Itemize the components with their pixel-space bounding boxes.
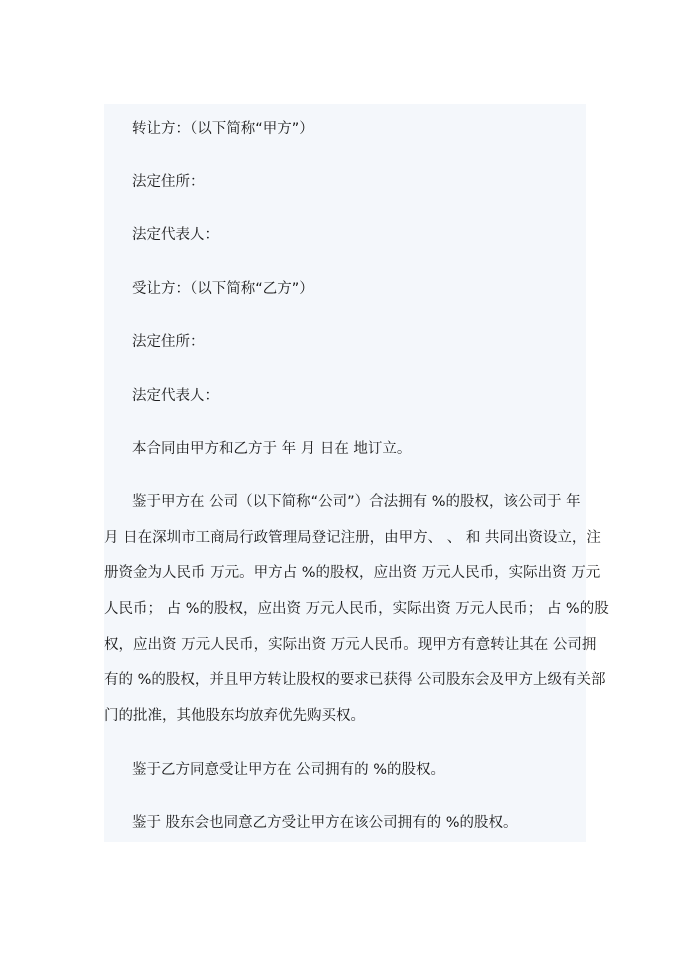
whereas-paragraph-line: 月 日在深圳市工商局行政管理局登记注册，由甲方、 、 和 共同出资设立，注 — [104, 530, 601, 546]
transferee-representative-line: 法定代表人： — [132, 388, 219, 404]
whereas-paragraph-line: 有的 %的股权，并且甲方转让股权的要求已获得 公司股东会及甲方上级有关部 — [104, 672, 606, 688]
whereas-paragraph-line: 门的批准，其他股东均放弃优先购买权。 — [104, 708, 365, 724]
transferor-address-line: 法定住所： — [132, 174, 205, 190]
whereas-paragraph-line: 权，应出资 万元人民币，实际出资 万元人民币。现甲方有意转让其在 公司拥 — [104, 637, 597, 653]
transferor-representative-line: 法定代表人： — [132, 227, 219, 243]
whereas-paragraph-line: 人民币； 占 %的股权，应出资 万元人民币，实际出资 万元人民币； 占 %的股 — [104, 601, 609, 617]
document-page — [104, 104, 609, 842]
whereas-shareholders-line: 鉴于 股东会也同意乙方受让甲方在该公司拥有的 %的股权。 — [132, 815, 518, 831]
transferee-address-line: 法定住所： — [132, 334, 205, 350]
transferee-line: 受让方：（以下简称“乙方”） — [132, 281, 314, 297]
whereas-transferee-line: 鉴于乙方同意受让甲方在 公司拥有的 %的股权。 — [132, 762, 445, 778]
transferor-line: 转让方：（以下简称“甲方”） — [132, 121, 314, 137]
contract-signing-line: 本合同由甲方和乙方于 年 月 日在 地订立。 — [132, 441, 412, 457]
whereas-paragraph-line: 册资金为人民币 万元。甲方占 %的股权，应出资 万元人民币，实际出资 万元 — [104, 565, 601, 581]
whereas-paragraph-line: 鉴于甲方在 公司（以下简称“公司”）合法拥有 %的股权，该公司于 年 — [132, 494, 581, 510]
